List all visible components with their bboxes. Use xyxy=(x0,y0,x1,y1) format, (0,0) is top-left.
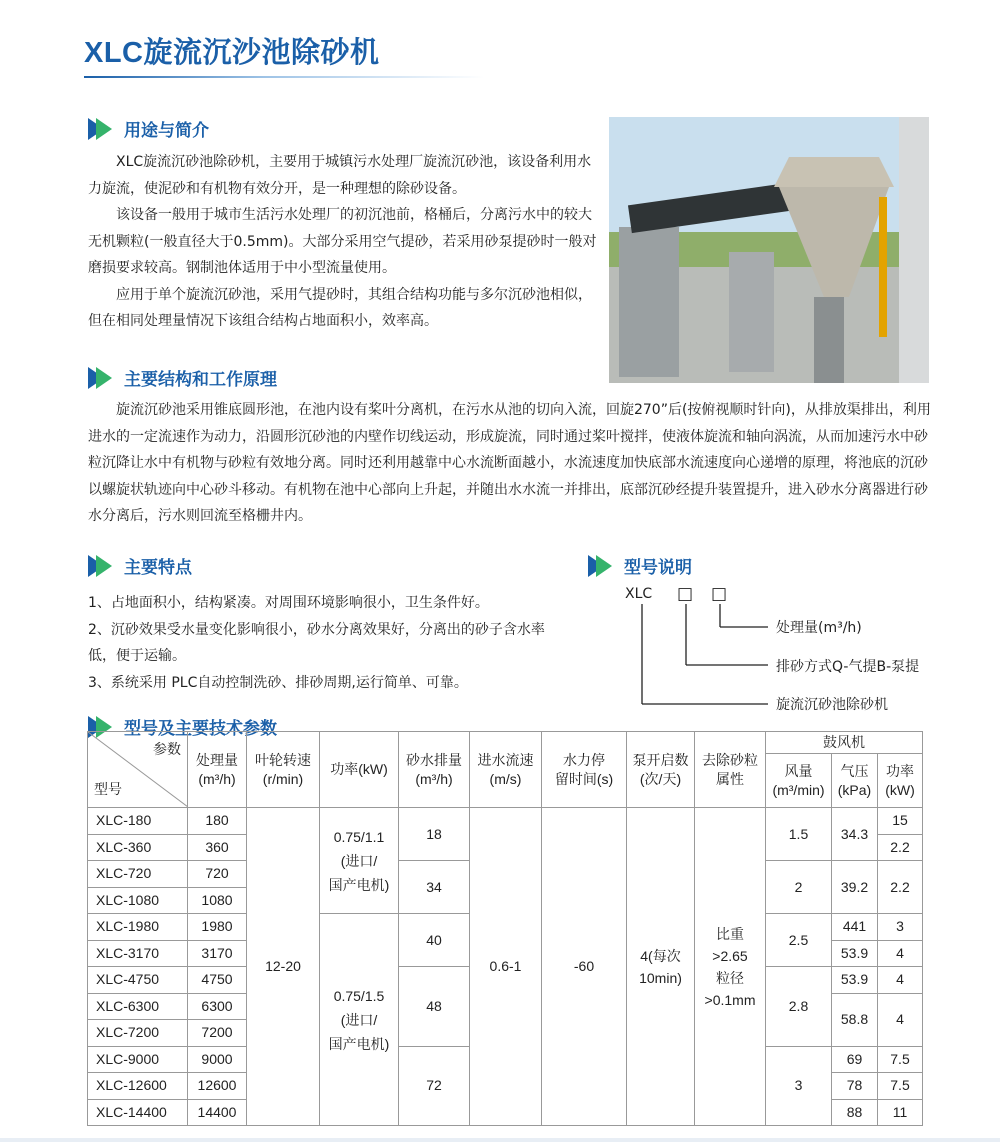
section-arrow-icon xyxy=(88,118,116,140)
header-speed: 叶轮转速 (r/min) xyxy=(247,732,320,808)
bpower-cell: 2.2 xyxy=(878,834,923,861)
section-arrow-icon xyxy=(88,555,116,577)
model-cell: XLC-720 xyxy=(88,861,188,888)
capacity-cell: 14400 xyxy=(188,1099,247,1126)
bottom-bar xyxy=(0,1138,1000,1142)
model-code-diagram xyxy=(620,580,960,715)
pressure-cell: 69 xyxy=(832,1046,878,1073)
section-title: 主要特点 xyxy=(124,558,192,578)
header-air: 风量 (m³/min) xyxy=(766,754,832,808)
pressure-cell: 441 xyxy=(832,914,878,941)
power-cell: 0.75/1.1 (进口/ 国产电机) xyxy=(320,808,399,914)
bpower-cell: 4 xyxy=(878,940,923,967)
grain-cell: 比重 >2.65 粒径 >0.1mm xyxy=(695,808,766,1126)
capacity-cell: 1080 xyxy=(188,887,247,914)
air-cell: 2 xyxy=(766,861,832,914)
inflow-cell: 0.6-1 xyxy=(470,808,542,1126)
bpower-cell: 2.2 xyxy=(878,861,923,914)
section-title: 用途与简介 xyxy=(124,121,209,141)
principle-paragraph: 旋流沉砂池采用锥底圆形池，在池内设有桨叶分离机，在污水从池的切向入流，回旋270”后(按俯视顺时针向)，从排放渠排出，利用进水的一定流速作为动力，沿圆形沉砂池的内壁作切线运动，形成旋流，同时通过桨叶搅拌，使液体旋流和轴向涡流，从而加速污水中砂粒沉降让水中有机物与砂粒有效地分离。同时还利用越靠中心水流断面越小，水流速度加快底部水流速度向心递增的原理，将池底的沉砂以螺旋状轨迹向中心砂斗移动。有机物在池中心部向上升起，并随出水水流一并排出，底部沉砂经提升装置提升，进入砂水分离器进行砂水分离后，污水则回流至格栅井内。 xyxy=(88,402,931,524)
feature-item: 2、沉砂效果受水量变化影响很小，砂水分离效果好，分离出的砂子含水率低，便于运输。 xyxy=(88,621,545,664)
sand-cell: 34 xyxy=(399,861,470,914)
intro-paragraph: 应用于单个旋流沉砂池，采用气提砂时，其组合结构功能与多尔沉砂池相似，但在相同处理量情况下该组合结构占地面积小，效率高。 xyxy=(88,286,592,329)
bpower-cell: 7.5 xyxy=(878,1073,923,1100)
capacity-cell: 180 xyxy=(188,808,247,835)
intro-text xyxy=(88,149,598,335)
intro-paragraph: 该设备一般用于城市生活污水处理厂的初沉池前，格桶后，分离污水中的较大无机颗粒(一般直径大于0.5mm)。大部分采用空气提砂，若采用砂泵提砂时一般对磨损要求较高。钢制池体适用于中小型流量使用。 xyxy=(88,207,597,276)
model-prefix: XLC xyxy=(625,586,653,602)
air-cell: 1.5 xyxy=(766,808,832,861)
header-sand: 砂水排量 (m³/h) xyxy=(399,732,470,808)
model-label-method: 排砂方式Q-气提B-泵提 xyxy=(776,659,920,675)
model-cell: XLC-4750 xyxy=(88,967,188,994)
pressure-cell: 53.9 xyxy=(832,940,878,967)
capacity-cell: 9000 xyxy=(188,1046,247,1073)
feature-item: 1、占地面积小，结构紧凑。对周围环境影响很小，卫生条件好。 xyxy=(88,595,489,611)
air-cell: 2.5 xyxy=(766,914,832,967)
capacity-cell: 6300 xyxy=(188,993,247,1020)
section-title: 型号及主要技术参数 xyxy=(124,719,277,739)
header-pump: 泵开启数 (次/天) xyxy=(627,732,695,808)
capacity-cell: 360 xyxy=(188,834,247,861)
header-inflow: 进水流速 (m/s) xyxy=(470,732,542,808)
section-heading-features xyxy=(88,553,192,578)
header-param: 参数 xyxy=(153,741,181,757)
header-bpower: 功率 (kW) xyxy=(878,754,923,808)
model-cell: XLC-6300 xyxy=(88,993,188,1020)
air-cell: 3 xyxy=(766,1046,832,1126)
bpower-cell: 4 xyxy=(878,993,923,1046)
bpower-cell: 11 xyxy=(878,1099,923,1126)
section-title: 主要结构和工作原理 xyxy=(124,370,277,390)
model-cell: XLC-3170 xyxy=(88,940,188,967)
air-cell: 2.8 xyxy=(766,967,832,1047)
model-cell: XLC-360 xyxy=(88,834,188,861)
model-cell: XLC-180 xyxy=(88,808,188,835)
power-cell: 0.75/1.5 (进口/ 国产电机) xyxy=(320,914,399,1126)
equipment-photo xyxy=(609,117,929,383)
header-pressure: 气压 (kPa) xyxy=(832,754,878,808)
model-cell: XLC-7200 xyxy=(88,1020,188,1047)
capacity-cell: 12600 xyxy=(188,1073,247,1100)
header-retention: 水力停 留时间(s) xyxy=(542,732,627,808)
capacity-cell: 720 xyxy=(188,861,247,888)
bpower-cell: 3 xyxy=(878,914,923,941)
header-blower: 鼓风机 xyxy=(766,732,923,754)
header-grain: 去除砂粒 属性 xyxy=(695,732,766,808)
bpower-cell: 15 xyxy=(878,808,923,835)
model-label-name: 旋流沉砂池除砂机 xyxy=(776,697,888,713)
header-model: 型号 xyxy=(94,781,122,797)
model-cell: XLC-9000 xyxy=(88,1046,188,1073)
section-heading-model xyxy=(588,553,692,578)
section-heading-intro xyxy=(88,116,209,141)
pressure-cell: 53.9 xyxy=(832,967,878,994)
title-underline xyxy=(84,76,484,78)
page-title: XLC旋流沉沙池除砂机 xyxy=(84,37,380,69)
feature-item: 3、系统采用 PLC自动控制洗砂、排砂周期,运行简单、可靠。 xyxy=(88,674,468,691)
pressure-cell: 78 xyxy=(832,1073,878,1100)
sand-cell: 72 xyxy=(399,1046,470,1126)
model-cell: XLC-1980 xyxy=(88,914,188,941)
retention-cell: -60 xyxy=(542,808,627,1126)
capacity-cell: 1980 xyxy=(188,914,247,941)
pressure-cell: 88 xyxy=(832,1099,878,1126)
model-cell: XLC-14400 xyxy=(88,1099,188,1126)
spec-table xyxy=(87,731,923,1126)
bpower-cell: 4 xyxy=(878,967,923,994)
features-list xyxy=(88,590,568,696)
sand-cell: 18 xyxy=(399,808,470,861)
principle-text xyxy=(88,397,938,530)
header-diagonal-cell xyxy=(88,732,188,808)
section-arrow-icon xyxy=(88,367,116,389)
capacity-cell: 7200 xyxy=(188,1020,247,1047)
capacity-cell: 4750 xyxy=(188,967,247,994)
model-cell: XLC-12600 xyxy=(88,1073,188,1100)
capacity-cell: 3170 xyxy=(188,940,247,967)
sand-cell: 40 xyxy=(399,914,470,967)
intro-paragraph: XLC旋流沉砂池除砂机，主要用于城镇污水处理厂旋流沉砂池，该设备利用水力旋流，使泥砂和有机物有效分开，是一种理想的除砂设备。 xyxy=(88,154,592,197)
pressure-cell: 34.3 xyxy=(832,808,878,861)
model-box-method: □ xyxy=(677,584,694,604)
pressure-cell: 39.2 xyxy=(832,861,878,914)
pressure-cell: 58.8 xyxy=(832,993,878,1046)
model-box-flow: □ xyxy=(711,584,728,604)
model-label-flow: 处理量(m³/h) xyxy=(776,620,862,636)
section-heading-principle xyxy=(88,365,277,390)
model-cell: XLC-1080 xyxy=(88,887,188,914)
header-capacity: 处理量 (m³/h) xyxy=(188,732,247,808)
sand-cell: 48 xyxy=(399,967,470,1047)
header-power: 功率(kW) xyxy=(320,732,399,808)
section-arrow-icon xyxy=(588,555,616,577)
section-title: 型号说明 xyxy=(624,558,692,578)
pump-cell: 4(每次 10min) xyxy=(627,808,695,1126)
bpower-cell: 7.5 xyxy=(878,1046,923,1073)
speed-cell: 12-20 xyxy=(247,808,320,1126)
